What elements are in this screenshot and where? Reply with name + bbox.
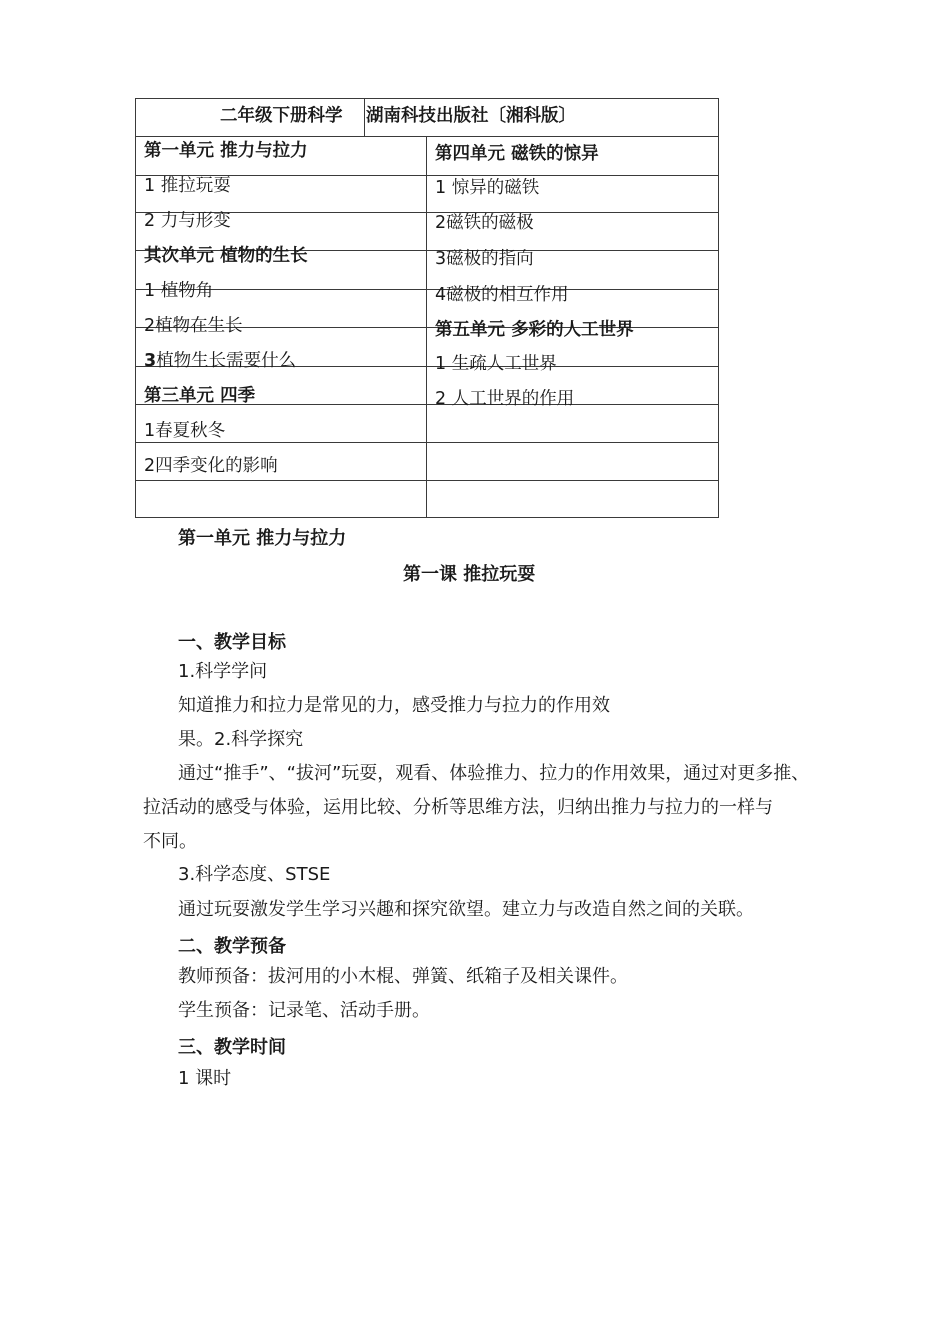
table-line: [135, 480, 719, 481]
paragraph-line: 1 课时: [178, 1068, 232, 1089]
unit-title: 第一单元 推力与拉力: [178, 528, 347, 549]
header-divider: [364, 98, 365, 136]
unit-heading: 第四单元 磁铁的惊异: [435, 144, 599, 164]
lesson-item: 1 植物角: [144, 281, 214, 301]
unit-heading: 第一单元 推力与拉力: [144, 141, 308, 161]
lesson-item: 4磁极的相互作用: [435, 285, 569, 305]
paragraph-line: 不同。: [143, 831, 197, 852]
lesson-item: 3磁极的指向: [435, 249, 534, 269]
lesson-item: 1 推拉玩耍: [144, 176, 231, 196]
section-heading: 二、教学预备: [178, 936, 286, 957]
paragraph-line: 学生预备：记录笔、活动手册。: [178, 1000, 430, 1021]
lesson-number: 3: [144, 351, 157, 371]
lesson-item: 2植物在生长: [144, 316, 243, 336]
unit-heading: 第三单元 四季: [144, 386, 256, 406]
lesson-label: 植物生长需要什么: [156, 351, 297, 371]
paragraph-line: 知道推力和拉力是常见的力，感受推力与拉力的作用效: [178, 695, 610, 716]
section-heading: 一、教学目标: [178, 632, 286, 653]
table-line: [135, 136, 719, 137]
lesson-item: 2四季变化的影响: [144, 456, 278, 476]
table-border-right: [718, 98, 719, 518]
lesson-title: 第一课 推拉玩耍: [403, 564, 536, 585]
lesson-item: 2 人工世界的作用: [435, 389, 575, 409]
subsection: 1.科学学问: [178, 661, 268, 682]
paragraph-line: 教师预备：拔河用的小木棍、弹簧、纸箱子及相关课件。: [178, 966, 628, 987]
table-line: [135, 98, 719, 99]
table-line: [135, 517, 719, 518]
paragraph-line: 拉活动的感受与体验，运用比较、分析等思维方法，归纳出推力与拉力的一样与: [143, 797, 773, 818]
table-header-publisher: 湖南科技出版社〔湘科版〕: [366, 106, 576, 126]
paragraph-line: 通过玩耍激发学生学习兴趣和探究欲望。建立力与改造自然之间的关联。: [178, 899, 754, 920]
section-heading: 三、教学时间: [178, 1037, 286, 1058]
table-header-grade: 二年级下册科学: [220, 106, 343, 126]
table-line: [135, 442, 719, 443]
paragraph-line: 果。2.科学探究: [178, 729, 304, 750]
paragraph-line: 通过“推手”、“拔河”玩耍，观看、体验推力、拉力的作用效果，通过对更多推、: [178, 763, 810, 784]
lesson-item: 2 力与形变: [144, 211, 231, 231]
lesson-item: 2磁铁的磁极: [435, 213, 534, 233]
lesson-item: 1 生疏人工世界: [435, 354, 557, 374]
lesson-item: 1 惊异的磁铁: [435, 178, 540, 198]
unit-heading: 其次单元 植物的生长: [144, 246, 308, 266]
table-border-left: [135, 98, 136, 518]
unit-heading: 第五单元 多彩的人工世界: [435, 320, 634, 340]
lesson-item: [144, 350, 296, 372]
table-line: [135, 289, 719, 290]
subsection: 3.科学态度、STSE: [178, 864, 331, 885]
lesson-item: 1春夏秋冬: [144, 421, 226, 441]
